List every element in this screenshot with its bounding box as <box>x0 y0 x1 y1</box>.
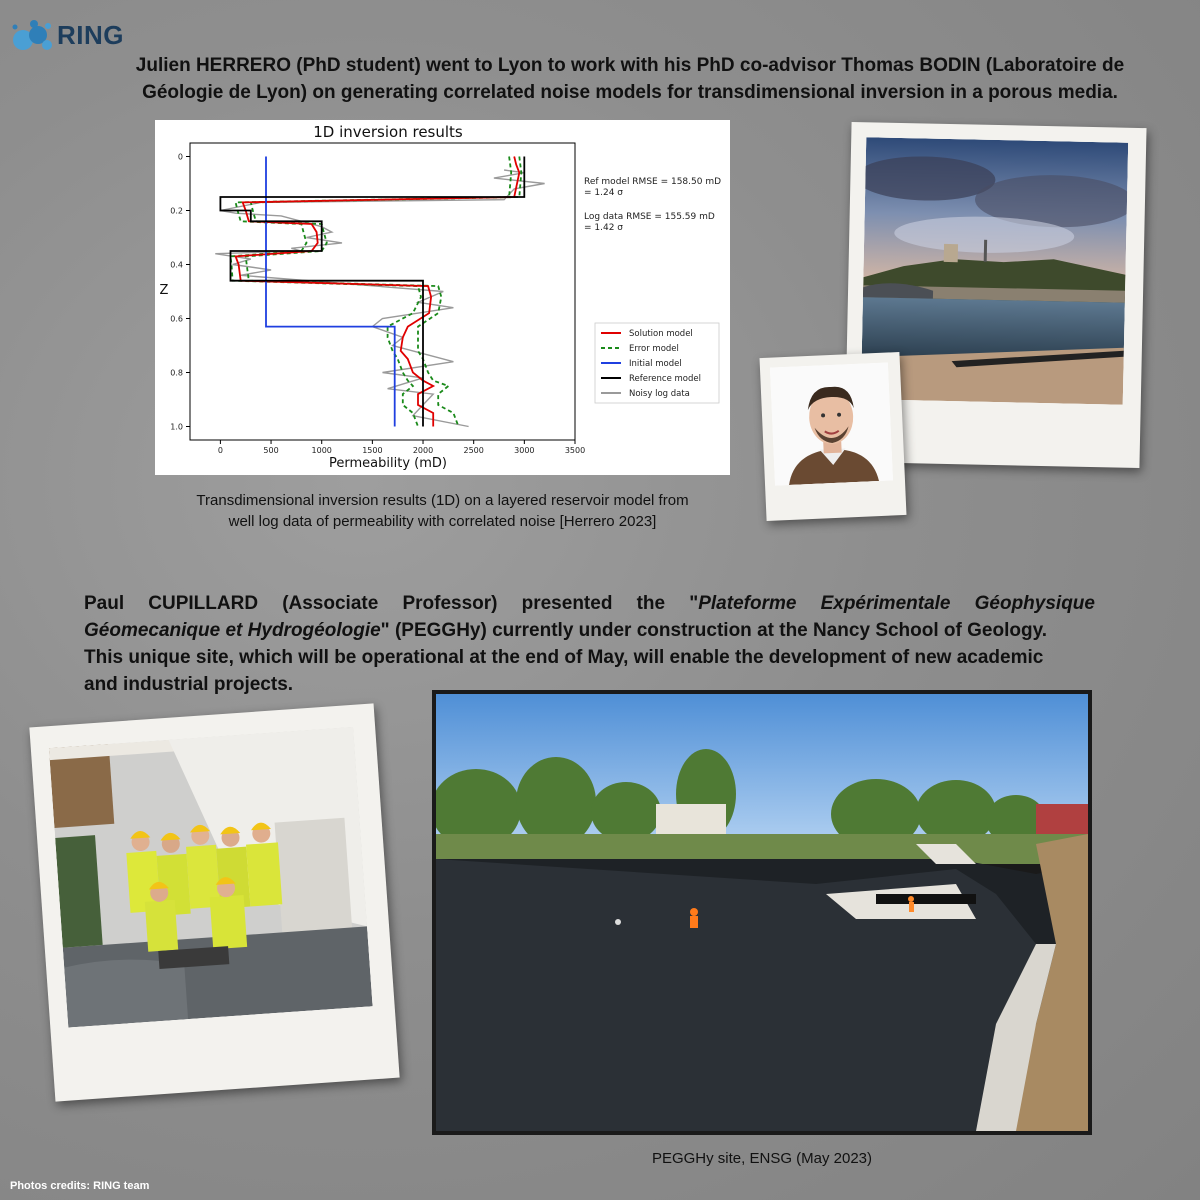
annotation-log-sigma: = 1.42 σ <box>584 223 624 233</box>
photo-credits: Photos credits: RING team <box>10 1180 150 1192</box>
chart-title: 1D inversion results <box>313 123 463 141</box>
chart-legend <box>595 323 719 403</box>
legend-label: Noisy log data <box>629 389 690 399</box>
legend-label: Error model <box>629 344 679 354</box>
pegghy-site-frame <box>432 690 1092 1135</box>
para2-line-3: This unique site, which will be operational at the end of May, will enable the development of new academic <box>84 647 1044 668</box>
y-tick-label: 0.8 <box>170 368 183 378</box>
x-tick-label: 1500 <box>362 446 383 455</box>
y-axis-label: Z <box>159 283 169 298</box>
para2-line-1-italic: Plateforme Expérimentale Géophysique <box>698 593 1095 614</box>
annotation-ref-rmse: Ref model RMSE = 158.50 mD <box>584 177 722 187</box>
portrait-polaroid <box>760 352 907 521</box>
x-tick-label: 3000 <box>514 446 535 455</box>
para2-line-2-text: " (PEGGHy) currently under construction at the Nancy School of Geology. <box>380 620 1048 641</box>
legend-label: Initial model <box>629 359 682 369</box>
pegghy-site-photo <box>436 694 1088 1131</box>
series-line-5 <box>215 170 544 427</box>
para2-line-4: and industrial projects. <box>84 674 294 695</box>
y-tick-label: 0.4 <box>170 260 183 270</box>
x-tick-label: 0 <box>217 446 223 455</box>
team-group-photo <box>49 727 373 1028</box>
group-polaroid <box>29 703 399 1101</box>
para2-line-1 <box>84 590 1095 617</box>
x-axis-ticks <box>218 440 585 455</box>
rmse-annotations <box>584 177 721 233</box>
inversion-chart-svg <box>155 120 730 475</box>
y-tick-label: 0.6 <box>170 314 183 324</box>
intro-line-2: Géologie de Lyon) on generating correlated noise models for transdimensional inversion in a porous media. <box>142 82 1118 103</box>
annotation-ref-sigma: = 1.24 σ <box>584 188 624 198</box>
legend-label: Reference model <box>629 374 701 384</box>
x-tick-label: 3500 <box>564 446 586 455</box>
x-tick-label: 2000 <box>412 446 434 455</box>
x-axis-label: Permeability (mD) <box>329 456 447 471</box>
julien-herrero-portrait <box>770 363 893 486</box>
y-tick-label: 1.0 <box>170 422 183 432</box>
x-tick-label: 1000 <box>311 446 332 455</box>
site-caption: PEGGHy site, ENSG (May 2023) <box>651 1150 873 1167</box>
para2-line-1-text: Paul CUPILLARD (Associate Professor) presented the " <box>84 593 699 614</box>
chart-caption <box>155 490 730 532</box>
ring-logo-icon <box>10 18 56 58</box>
intro-paragraph <box>110 52 1150 106</box>
annotation-log-rmse: Log data RMSE = 155.59 mD <box>584 212 715 222</box>
chart-caption-line-2: well log data of permeability with correlated noise [Herrero 2023] <box>228 513 657 530</box>
para2-line-2 <box>84 617 1095 644</box>
y-tick-label: 0.2 <box>170 206 183 216</box>
x-tick-label: 500 <box>263 446 279 455</box>
plot-frame <box>190 143 575 440</box>
series-layer <box>215 157 544 427</box>
pegghy-paragraph <box>84 590 1095 698</box>
chart-caption-line-1: Transdimensional inversion results (1D) on a layered reservoir model from <box>196 492 689 509</box>
inversion-chart <box>155 120 730 475</box>
ring-logo-text: RING <box>57 20 124 50</box>
y-axis-ticks <box>170 153 190 432</box>
x-tick-label: 2500 <box>463 446 484 455</box>
lyon-riverside-photo <box>861 137 1128 404</box>
y-tick-label: 0 <box>177 152 183 162</box>
legend-label: Solution model <box>629 329 693 339</box>
para2-line-2-italic: Géomecanique et Hydrogéologie <box>84 620 381 641</box>
intro-line-1: Julien HERRERO (PhD student) went to Lyon to work with his PhD co-advisor Thomas BODIN (Laboratoire de <box>135 55 1125 76</box>
